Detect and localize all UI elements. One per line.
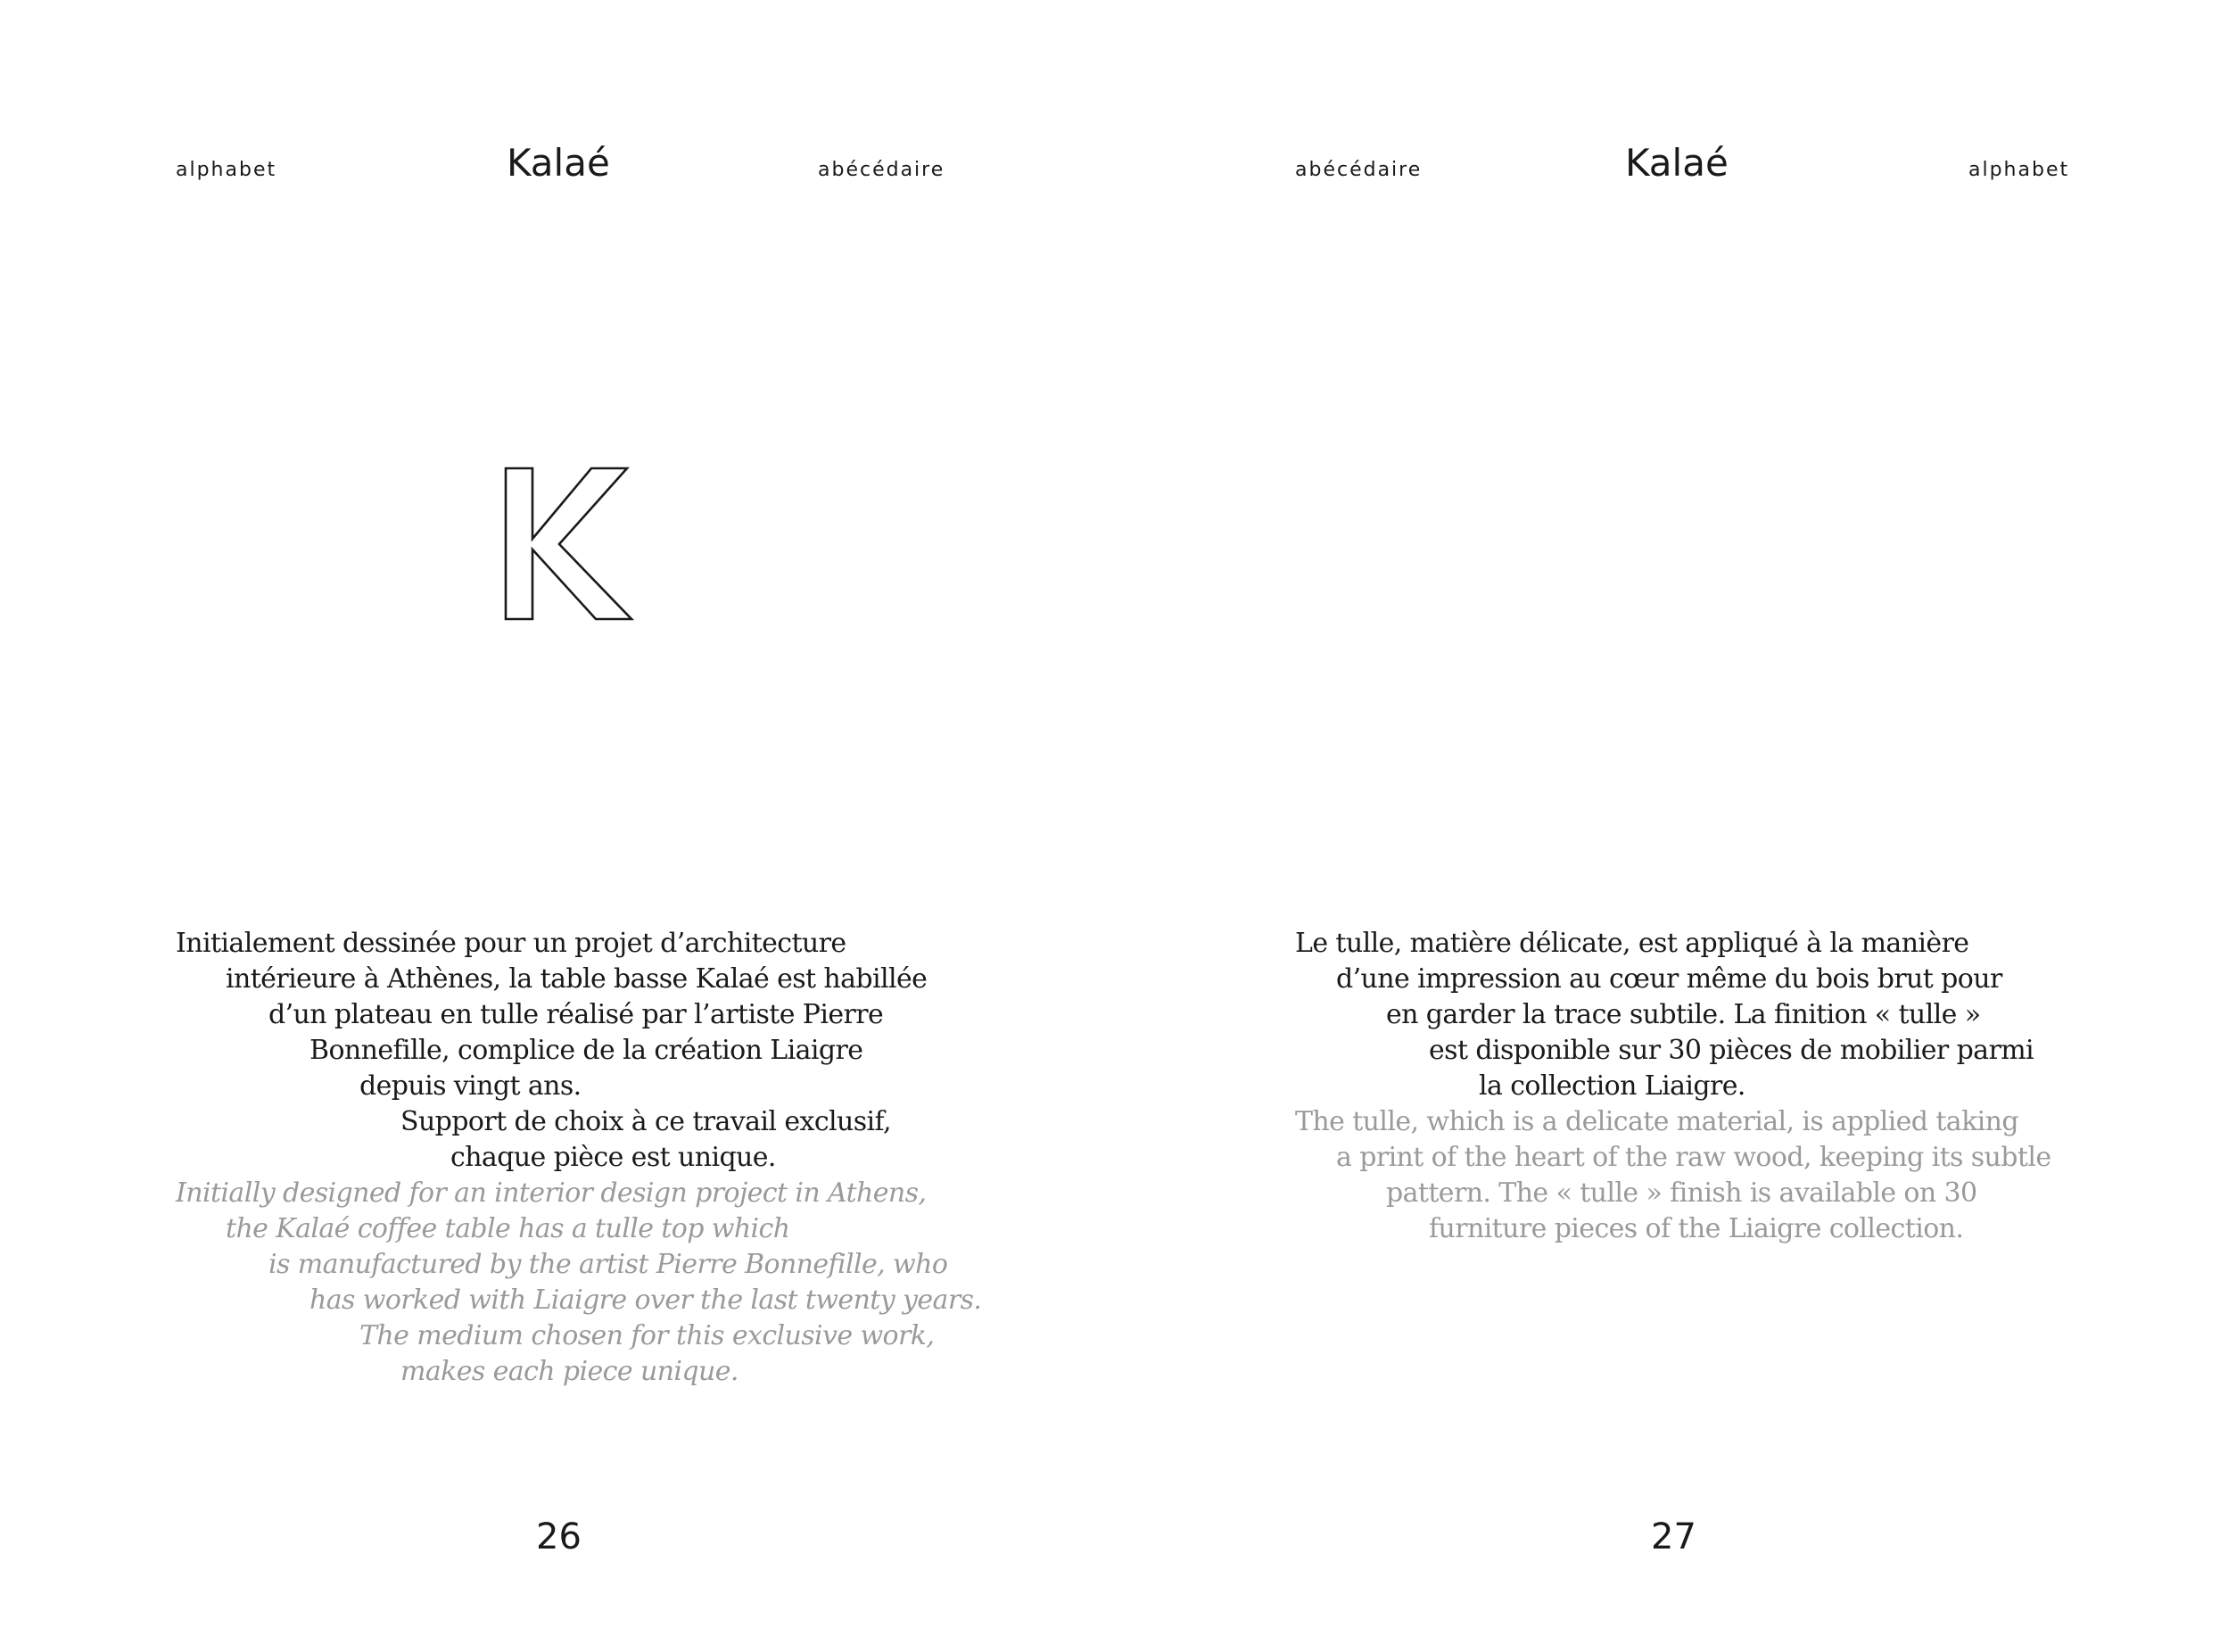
text-line: chaque pièce est unique.	[450, 1142, 776, 1173]
text-line: is manufactured by the artist Pierre Bonnefille, who	[268, 1249, 948, 1280]
french-paragraph	[1295, 926, 2034, 1104]
text-line: Bonnefille, complice de la création Liaigre	[309, 1035, 863, 1066]
text-line: furniture pieces of the Liaigre collection.	[1429, 1213, 1964, 1244]
page-number: 26	[536, 1516, 582, 1557]
text-line: pattern. The « tulle » finish is available on 30	[1386, 1177, 1977, 1209]
text-line: has worked with Liaigre over the last twenty years.	[309, 1284, 982, 1316]
text-line: makes each piece unique.	[400, 1356, 739, 1387]
text-line: Support de choix à ce travail exclusif,	[400, 1106, 891, 1137]
outline-letter-k	[499, 455, 642, 624]
text-line: a print of the heart of the raw wood, keeping its subtle	[1336, 1142, 2051, 1173]
header-right-label: abécédaire	[818, 159, 945, 181]
text-line: Le tulle, matière délicate, est appliqué à la manière	[1295, 928, 1969, 959]
header-title: Kalaé	[1625, 141, 1729, 185]
text-line: the Kalaé coffee table has a tulle top which	[226, 1213, 790, 1244]
text-line: d’un plateau en tulle réalisé par l’artiste Pierre	[268, 999, 884, 1030]
header-title: Kalaé	[507, 141, 610, 185]
header-right-label: alphabet	[1968, 159, 2070, 181]
header-left-label: abécédaire	[1295, 159, 1423, 181]
text-line: en garder la trace subtile. La finition « tulle »	[1386, 999, 1981, 1030]
right-page	[1114, 0, 2228, 1652]
text-line: The medium chosen for this exclusive work,	[359, 1320, 935, 1351]
text-line: depuis vingt ans.	[359, 1070, 582, 1102]
english-paragraph	[1295, 1104, 2051, 1247]
text-line: Initially designed for an interior design project in Athens,	[176, 1177, 927, 1209]
french-paragraph	[176, 926, 927, 1176]
english-paragraph	[176, 1176, 981, 1390]
header-left-label: alphabet	[176, 159, 277, 181]
text-line: Initialement dessinée pour un projet d’architecture	[176, 928, 846, 959]
text-line: d’une impression au cœur même du bois brut pour	[1336, 963, 2002, 995]
page-number: 27	[1651, 1516, 1696, 1557]
text-line: la collection Liaigre.	[1479, 1070, 1745, 1102]
text-line: est disponible sur 30 pièces de mobilier parmi	[1429, 1035, 2034, 1066]
text-line: intérieure à Athènes, la table basse Kalaé est habillée	[226, 963, 928, 995]
text-line: The tulle, which is a delicate material, is applied taking	[1295, 1106, 2018, 1137]
